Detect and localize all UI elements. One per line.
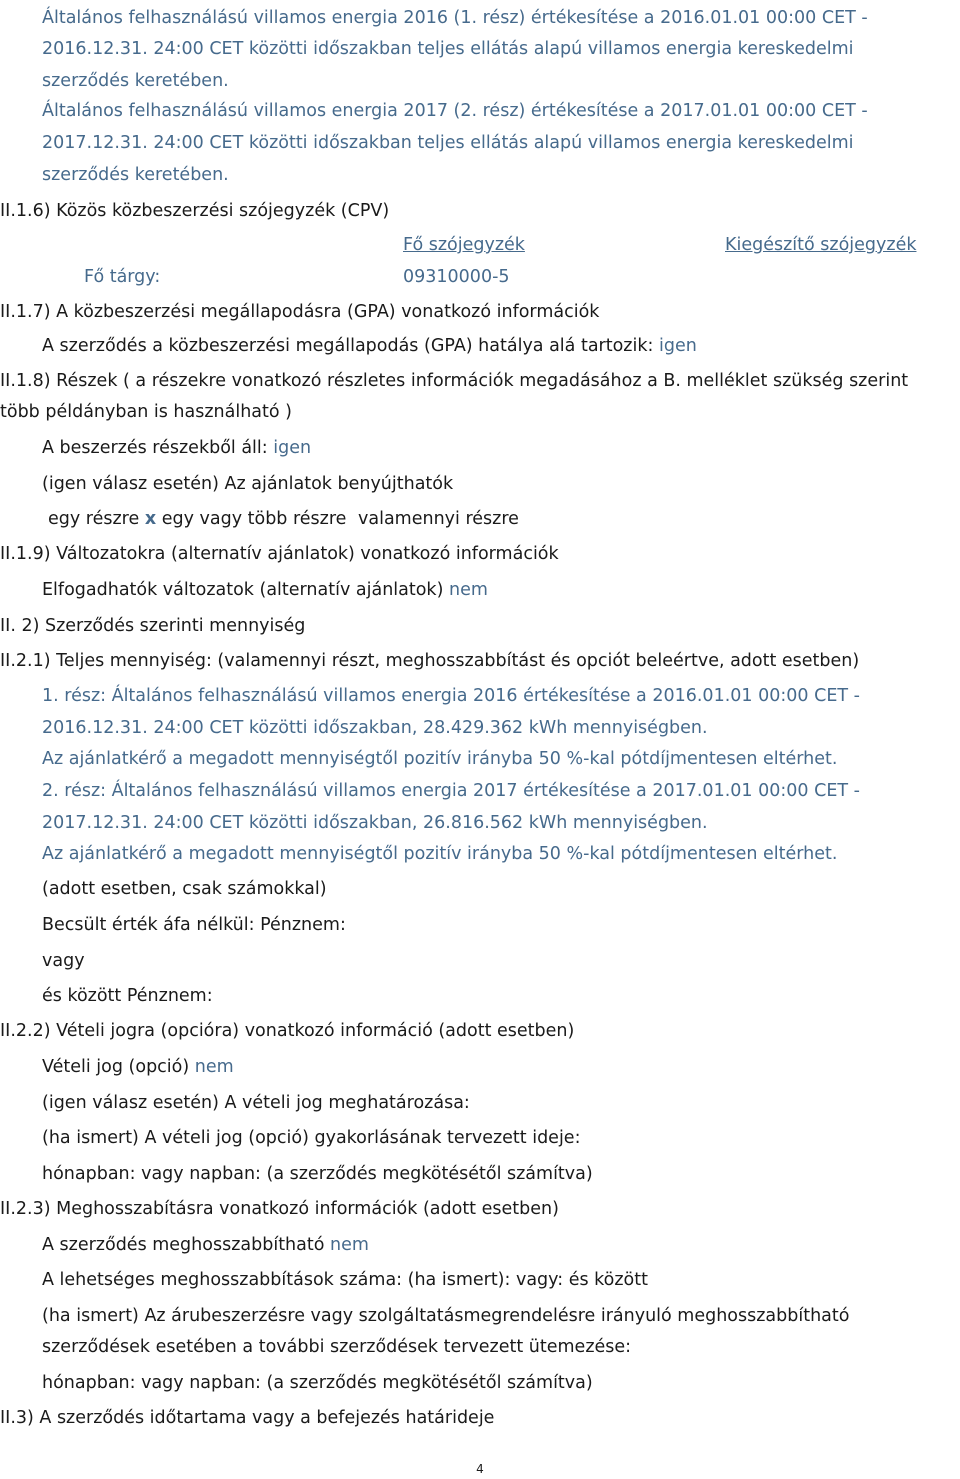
parts-options-line [48,507,519,531]
parts-heading-cont: több példányban is használható ) [0,402,292,422]
estimated-value: Becsült érték áfa nélkül: Pénznem: [42,915,346,935]
renewal-schedule: (ha ismert) Az árubeszerzésre vagy szolgáltatásmegrendelésre irányuló meghosszabbítható [42,1306,850,1326]
gpa-answer: igen [658,336,697,356]
part1-line: 2016.12.31. 24:00 CET közötti időszakban, 28.429.362 kWh mennyiségben. [42,718,708,738]
option-heading: II.2.2) Vételi jogra (opcióra) vonatkozó információ (adott esetben) [0,1021,575,1041]
variants-heading: II.1.9) Változatokra (alternatív ajánlatok) vonatkozó információk [0,544,559,564]
cpv-main-object-label: Fő tárgy: [84,267,161,287]
variants-question: Elfogadhatók változatok (alternatív ajánlatok) [42,580,444,600]
renewal-question: A szerződés meghosszabbítható [42,1235,325,1255]
option-definition: (igen válasz esetén) A vételi jog meghatározása: [42,1093,470,1113]
parts-question-line [42,436,311,460]
parts-heading: II.1.8) Részek ( a részekre vonatkozó részletes információk megadásához a B. melléklet szükség szerint [0,371,909,391]
renewal-count: A lehetséges meghosszabbítások száma: (ha ismert): vagy: és között [42,1270,648,1290]
option-answer: nem [194,1057,234,1077]
cpv-main-vocabulary-header: Fő szójegyzék [403,235,525,255]
intro-line: szerződés keretében. [42,165,229,185]
selected-mark: x [144,509,157,529]
total-quantity-heading: II.2.1) Teljes mennyiség: (valamennyi részt, meghosszabbítást és opciót beleértve, adott esetben) [0,651,860,671]
cpv-heading: II.1.6) Közös közbeszerzési szójegyzék (CPV) [0,201,390,221]
renewal-heading: II.2.3) Meghosszabításra vonatkozó információk (adott esetben) [0,1199,559,1219]
intro-line: Általános felhasználású villamos energia 2016 (1. rész) értékesítése a 2016.01.01 00:00 CET - [42,8,868,28]
part2-line: 2017.12.31. 24:00 CET közötti időszakban, 26.816.562 kWh mennyiségben. [42,813,708,833]
option-period: hónapban: vagy napban: (a szerződés megkötésétől számítva) [42,1164,593,1184]
page-number: 4 [476,1462,484,1476]
variants-question-line [42,578,488,602]
parts-answer: igen [273,438,312,458]
part2-line: Az ajánlatkérő a megadott mennyiségtől pozitív irányba 50 %-kal pótdíjmentesen eltérhet. [42,844,838,864]
part2-line: 2. rész: Általános felhasználású villamos energia 2017 értékesítése a 2017.01.01 00:00 CET - [42,781,860,801]
renewal-period: hónapban: vagy napban: (a szerződés megkötésétől számítva) [42,1373,593,1393]
part1-line: Az ajánlatkérő a megadott mennyiségtől pozitív irányba 50 %-kal pótdíjmentesen eltérhet. [42,749,838,769]
numbers-only-note: (adott esetben, csak számokkal) [42,879,327,899]
intro-line: 2016.12.31. 24:00 CET közötti időszakban teljes ellátás alapú villamos energia kereskedelmi [42,39,854,59]
parts-question: A beszerzés részekből áll: [42,438,268,458]
quantity-heading: II. 2) Szerződés szerinti mennyiség [0,616,306,636]
cpv-supplementary-vocabulary-header: Kiegészítő szójegyzék [725,235,917,255]
option-schedule: (ha ismert) A vételi jog (opció) gyakorlásának tervezett ideje: [42,1128,581,1148]
parts-note: (igen válasz esetén) Az ajánlatok benyújthatók [42,474,454,494]
variants-answer: nem [448,580,488,600]
gpa-question: A szerződés a közbeszerzési megállapodás (GPA) hatálya alá tartozik: [42,336,654,356]
intro-line: Általános felhasználású villamos energia 2017 (2. rész) értékesítése a 2017.01.01 00:00 CET - [42,101,868,121]
intro-line: 2017.12.31. 24:00 CET közötti időszakban teljes ellátás alapú villamos energia kereskedelmi [42,133,854,153]
option-all-parts: valamennyi részre [358,509,519,529]
option-question-line [42,1055,234,1079]
renewal-answer: nem [330,1235,369,1255]
duration-heading: II.3) A szerződés időtartama vagy a befejezés határideje [0,1408,495,1428]
intro-line: szerződés keretében. [42,71,229,91]
option-question: Vételi jog (opció) [42,1057,190,1077]
renewal-question-line [42,1233,369,1257]
gpa-heading: II.1.7) A közbeszerzési megállapodásra (GPA) vonatkozó információk [0,302,600,322]
option-one-or-more: egy vagy több részre [161,509,347,529]
cpv-code: 09310000-5 [403,267,510,287]
option-one-part: egy részre [48,509,140,529]
between-currency: és között Pénznem: [42,986,213,1006]
or-label: vagy [42,951,85,971]
part1-line: 1. rész: Általános felhasználású villamos energia 2016 értékesítése a 2016.01.01 00:00 CET - [42,686,860,706]
renewal-schedule-cont: szerződések esetében a további szerződések tervezett ütemezése: [42,1337,632,1357]
gpa-question-line [42,334,697,358]
